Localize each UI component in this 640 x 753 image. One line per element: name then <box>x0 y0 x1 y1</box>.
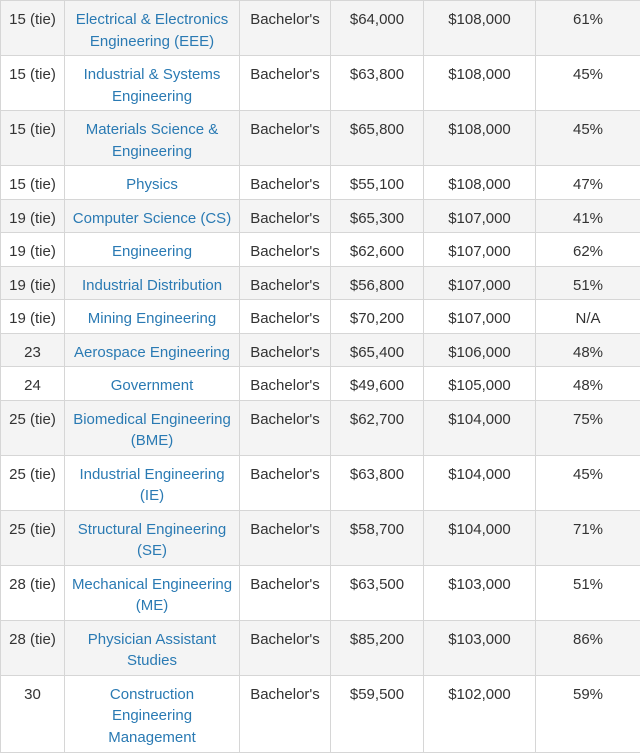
major-link[interactable]: Industrial & Systems Engineering <box>65 56 240 111</box>
mid-career-pay-cell: $105,000 <box>424 367 536 401</box>
degree-cell: Bachelor's <box>240 233 331 267</box>
degree-cell: Bachelor's <box>240 455 331 510</box>
mid-career-pay-cell: $104,000 <box>424 510 536 565</box>
early-career-pay-cell: $64,000 <box>331 1 424 56</box>
early-career-pay-cell: $56,800 <box>331 266 424 300</box>
table-row <box>1 166 640 200</box>
rank-cell: 15 (tie) <box>1 1 65 56</box>
mid-career-pay-cell: $103,000 <box>424 620 536 675</box>
rank-cell: 25 (tie) <box>1 510 65 565</box>
table-row <box>1 1 640 56</box>
early-career-pay-cell: $63,800 <box>331 455 424 510</box>
major-link[interactable]: Biomedical Engineering (BME) <box>65 400 240 455</box>
degree-cell: Bachelor's <box>240 675 331 752</box>
mid-career-pay-cell: $104,000 <box>424 455 536 510</box>
mid-career-pay-cell: $108,000 <box>424 166 536 200</box>
early-career-pay-cell: $55,100 <box>331 166 424 200</box>
major-link[interactable]: Aerospace Engineering <box>65 333 240 367</box>
table-row <box>1 510 640 565</box>
meaning-percent-cell: 51% <box>536 266 640 300</box>
major-link[interactable]: Mechanical Engineering (ME) <box>65 565 240 620</box>
major-link[interactable]: Engineering <box>65 233 240 267</box>
rank-cell: 19 (tie) <box>1 199 65 233</box>
table-row <box>1 400 640 455</box>
degree-cell: Bachelor's <box>240 620 331 675</box>
table-row <box>1 565 640 620</box>
table-row <box>1 367 640 401</box>
major-link[interactable]: Materials Science & Engineering <box>65 111 240 166</box>
major-link[interactable]: Construction Engineering Management <box>65 675 240 752</box>
early-career-pay-cell: $70,200 <box>331 300 424 334</box>
meaning-percent-cell: 62% <box>536 233 640 267</box>
meaning-percent-cell: 45% <box>536 56 640 111</box>
table-row <box>1 620 640 675</box>
meaning-percent-cell: 59% <box>536 675 640 752</box>
meaning-percent-cell: 41% <box>536 199 640 233</box>
early-career-pay-cell: $65,800 <box>331 111 424 166</box>
meaning-percent-cell: 45% <box>536 111 640 166</box>
table-row <box>1 300 640 334</box>
rank-cell: 15 (tie) <box>1 111 65 166</box>
degree-cell: Bachelor's <box>240 199 331 233</box>
major-link[interactable]: Industrial Engineering (IE) <box>65 455 240 510</box>
mid-career-pay-cell: $103,000 <box>424 565 536 620</box>
rank-cell: 19 (tie) <box>1 233 65 267</box>
mid-career-pay-cell: $107,000 <box>424 233 536 267</box>
early-career-pay-cell: $49,600 <box>331 367 424 401</box>
meaning-percent-cell: 48% <box>536 367 640 401</box>
early-career-pay-cell: $63,500 <box>331 565 424 620</box>
degree-cell: Bachelor's <box>240 400 331 455</box>
meaning-percent-cell: 51% <box>536 565 640 620</box>
meaning-percent-cell: 47% <box>536 166 640 200</box>
degree-cell: Bachelor's <box>240 166 331 200</box>
early-career-pay-cell: $62,600 <box>331 233 424 267</box>
rank-cell: 19 (tie) <box>1 300 65 334</box>
rank-cell: 15 (tie) <box>1 166 65 200</box>
major-link[interactable]: Electrical & Electronics Engineering (EEE) <box>65 1 240 56</box>
rank-cell: 15 (tie) <box>1 56 65 111</box>
early-career-pay-cell: $65,400 <box>331 333 424 367</box>
degree-cell: Bachelor's <box>240 111 331 166</box>
table-row <box>1 199 640 233</box>
rank-cell: 30 <box>1 675 65 752</box>
rank-cell: 19 (tie) <box>1 266 65 300</box>
mid-career-pay-cell: $107,000 <box>424 199 536 233</box>
meaning-percent-cell: 75% <box>536 400 640 455</box>
mid-career-pay-cell: $102,000 <box>424 675 536 752</box>
degree-cell: Bachelor's <box>240 1 331 56</box>
table-row <box>1 333 640 367</box>
early-career-pay-cell: $58,700 <box>331 510 424 565</box>
meaning-percent-cell: 45% <box>536 455 640 510</box>
table-row <box>1 455 640 510</box>
early-career-pay-cell: $59,500 <box>331 675 424 752</box>
mid-career-pay-cell: $108,000 <box>424 111 536 166</box>
early-career-pay-cell: $63,800 <box>331 56 424 111</box>
rank-cell: 24 <box>1 367 65 401</box>
major-link[interactable]: Physics <box>65 166 240 200</box>
degree-cell: Bachelor's <box>240 510 331 565</box>
mid-career-pay-cell: $107,000 <box>424 266 536 300</box>
major-link[interactable]: Industrial Distribution <box>65 266 240 300</box>
table-row <box>1 233 640 267</box>
major-link[interactable]: Mining Engineering <box>65 300 240 334</box>
mid-career-pay-cell: $108,000 <box>424 1 536 56</box>
table-row <box>1 111 640 166</box>
degree-cell: Bachelor's <box>240 333 331 367</box>
early-career-pay-cell: $85,200 <box>331 620 424 675</box>
rank-cell: 28 (tie) <box>1 565 65 620</box>
rank-cell: 23 <box>1 333 65 367</box>
mid-career-pay-cell: $107,000 <box>424 300 536 334</box>
meaning-percent-cell: 61% <box>536 1 640 56</box>
major-link[interactable]: Physician Assistant Studies <box>65 620 240 675</box>
meaning-percent-cell: 71% <box>536 510 640 565</box>
degree-cell: Bachelor's <box>240 367 331 401</box>
rank-cell: 28 (tie) <box>1 620 65 675</box>
rank-cell: 25 (tie) <box>1 400 65 455</box>
mid-career-pay-cell: $104,000 <box>424 400 536 455</box>
table-row <box>1 266 640 300</box>
mid-career-pay-cell: $106,000 <box>424 333 536 367</box>
degree-cell: Bachelor's <box>240 266 331 300</box>
meaning-percent-cell: 86% <box>536 620 640 675</box>
major-link[interactable]: Computer Science (CS) <box>65 199 240 233</box>
degree-cell: Bachelor's <box>240 565 331 620</box>
major-link[interactable]: Government <box>65 367 240 401</box>
table-row <box>1 675 640 752</box>
degree-cell: Bachelor's <box>240 300 331 334</box>
mid-career-pay-cell: $108,000 <box>424 56 536 111</box>
table-row <box>1 56 640 111</box>
early-career-pay-cell: $65,300 <box>331 199 424 233</box>
rank-cell: 25 (tie) <box>1 455 65 510</box>
degree-cell: Bachelor's <box>240 56 331 111</box>
early-career-pay-cell: $62,700 <box>331 400 424 455</box>
meaning-percent-cell: N/A <box>536 300 640 334</box>
meaning-percent-cell: 48% <box>536 333 640 367</box>
major-link[interactable]: Structural Engineering (SE) <box>65 510 240 565</box>
